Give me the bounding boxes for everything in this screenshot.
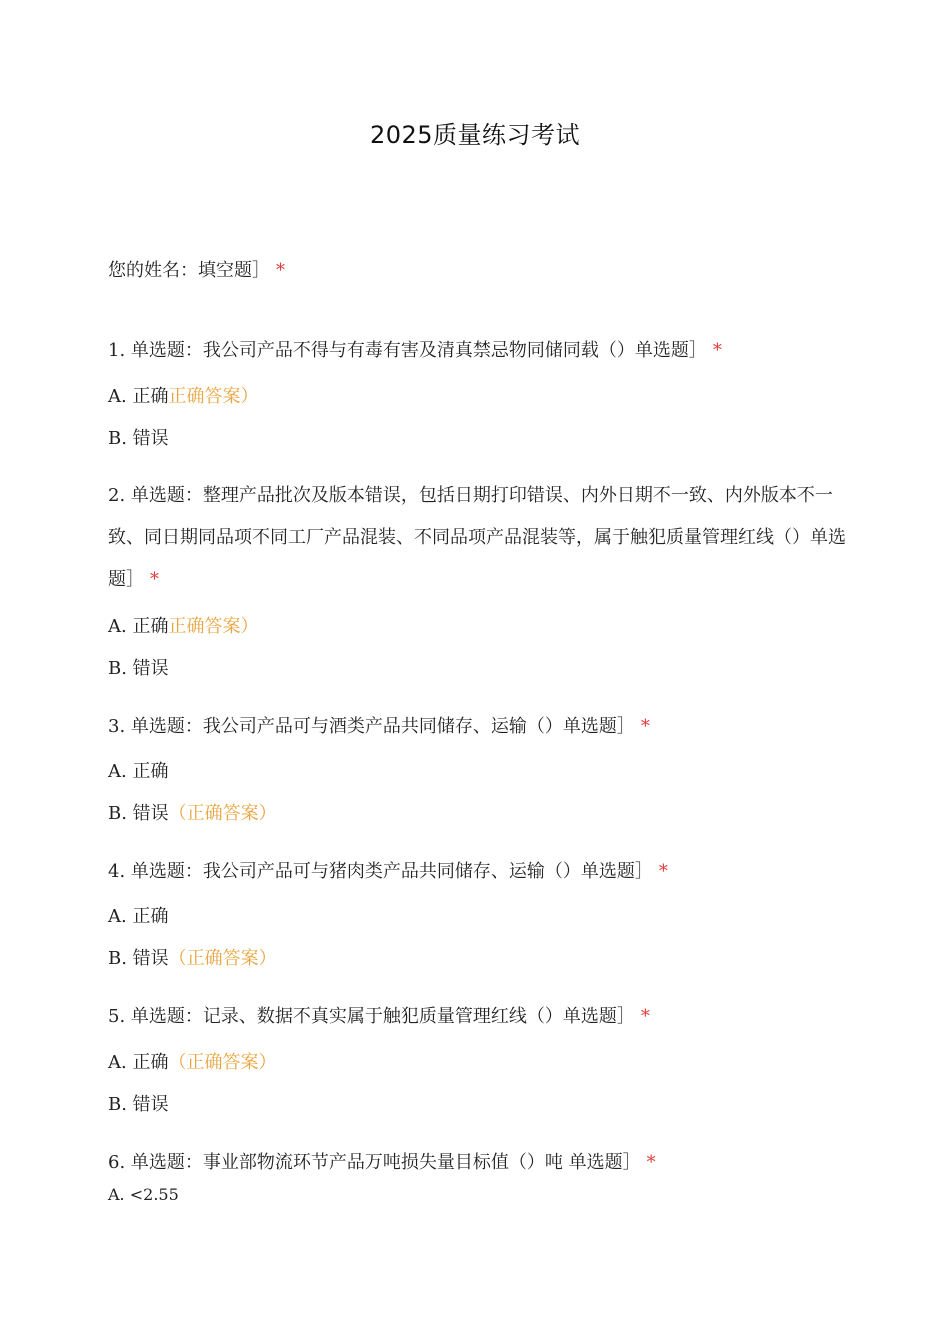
question-text: 2. 单选题：整理产品批次及版本错误，包括日期打印错误、内外日期不一致、内外版本不一致、同日期同品项不同工厂产品混装、不同品项产品混装等，属于触犯质量管理红线（）单选题］ — [108, 485, 846, 590]
question-2-option-b[interactable] — [108, 657, 169, 681]
question-text: 6. 单选题：事业部物流环节产品万吨损失量目标值（）吨 单选题］ — [108, 1152, 641, 1173]
required-mark: * — [712, 340, 722, 361]
option-text: A. 正确 — [108, 1052, 169, 1073]
question-5-option-b[interactable] — [108, 1093, 169, 1117]
required-mark: * — [640, 716, 650, 737]
question-4-option-b[interactable] — [108, 947, 277, 971]
option-text: B. 错误 — [108, 948, 169, 969]
correct-answer-note: （正确答案） — [168, 948, 277, 969]
correct-answer-note: （正确答案） — [168, 803, 277, 824]
required-mark: * — [276, 260, 285, 281]
correct-answer-note: （正确答案） — [168, 1052, 277, 1073]
option-text: B. 错误 — [108, 658, 169, 679]
option-text: A. 正确 — [108, 616, 169, 637]
question-6-option-a[interactable] — [108, 1183, 179, 1207]
question-5-option-a[interactable] — [108, 1051, 276, 1075]
question-1-option-a[interactable] — [108, 385, 258, 409]
required-mark: * — [646, 1152, 656, 1173]
required-mark: * — [150, 569, 159, 590]
question-1 — [108, 339, 722, 363]
required-mark: * — [640, 1006, 650, 1027]
page-title: 2025质量练习考试 — [369, 121, 581, 149]
option-text: A. <2.55 — [108, 1185, 179, 1204]
question-4 — [108, 860, 668, 884]
question-3-option-a[interactable] — [108, 760, 168, 784]
name-field-text: 您的姓名：填空题］ — [108, 260, 270, 281]
option-text: A. 正确 — [108, 761, 169, 782]
question-text: 4. 单选题：我公司产品可与猪肉类产品共同储存、运输（）单选题］ — [108, 861, 653, 882]
question-2 — [108, 475, 848, 601]
option-text: B. 错误 — [108, 1094, 169, 1115]
question-4-option-a[interactable] — [108, 905, 168, 929]
question-6 — [108, 1151, 656, 1175]
option-text: A. 正确 — [108, 906, 169, 927]
correct-answer-note: 正确答案） — [168, 616, 259, 637]
question-text: 5. 单选题：记录、数据不真实属于触犯质量管理红线（）单选题］ — [108, 1006, 635, 1027]
question-1-option-b[interactable] — [108, 427, 169, 451]
name-field-label — [108, 259, 285, 283]
question-3-option-b[interactable] — [108, 802, 277, 826]
option-text: A. 正确 — [108, 386, 169, 407]
question-3 — [108, 715, 650, 739]
required-mark: * — [658, 861, 668, 882]
question-2-option-a[interactable] — [108, 615, 258, 639]
question-text: 1. 单选题：我公司产品不得与有毒有害及清真禁忌物同储同载（）单选题］ — [108, 340, 707, 361]
option-text: B. 错误 — [108, 803, 169, 824]
question-5 — [108, 1005, 650, 1029]
correct-answer-note: 正确答案） — [168, 386, 259, 407]
question-text: 3. 单选题：我公司产品可与酒类产品共同储存、运输（）单选题］ — [108, 716, 635, 737]
option-text: B. 错误 — [108, 428, 169, 449]
